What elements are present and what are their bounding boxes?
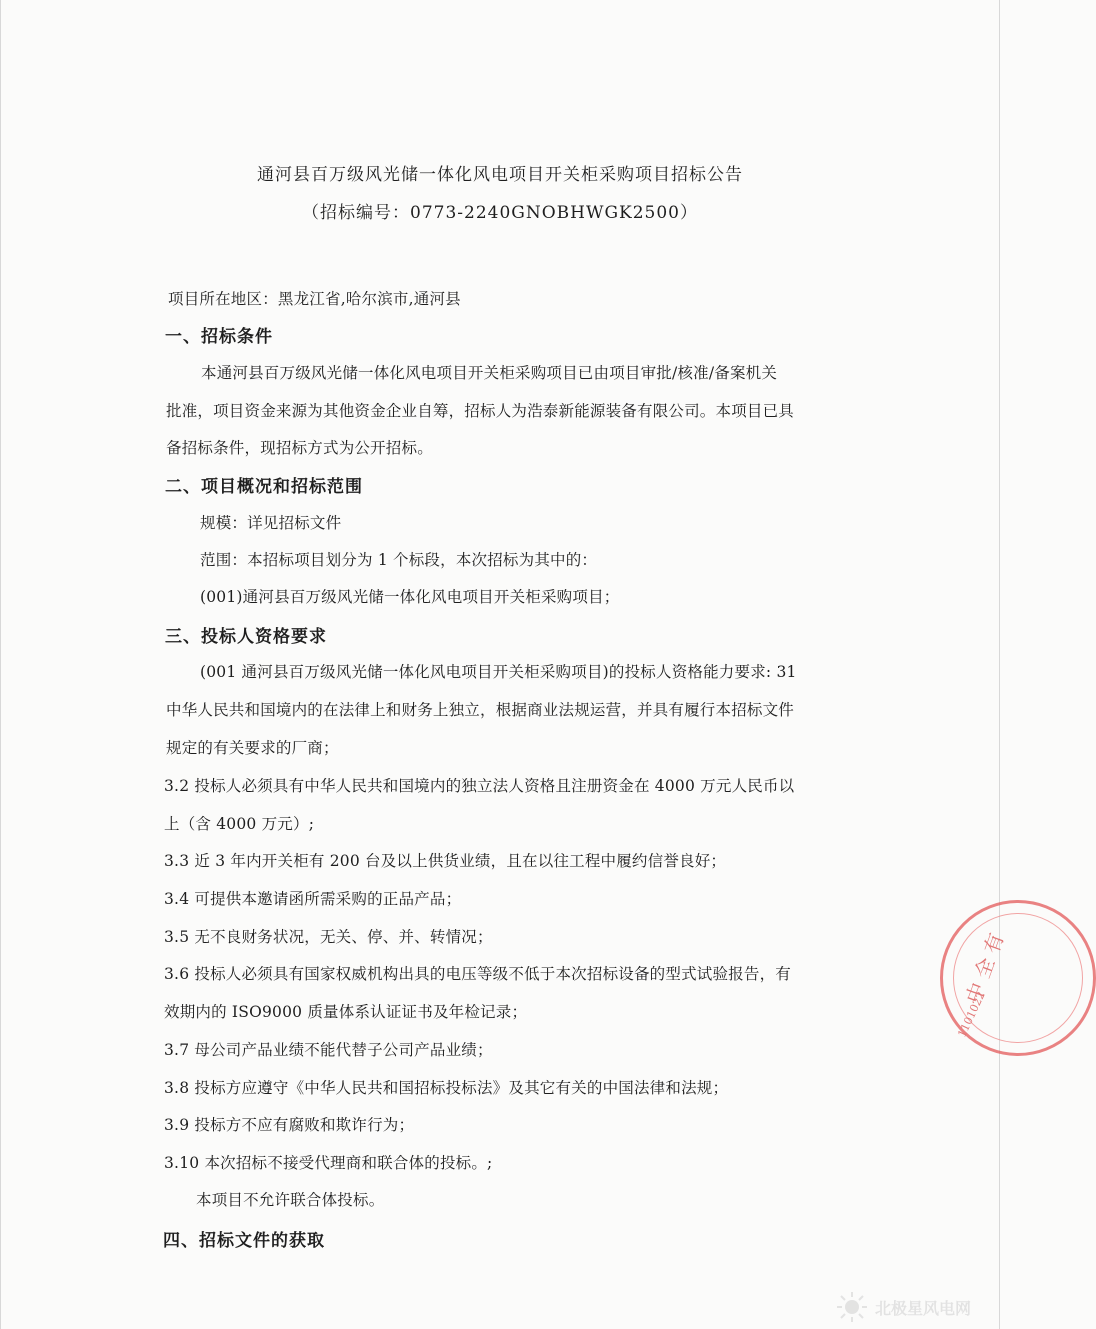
section-heading-3: 三、投标人资格要求 — [165, 627, 327, 647]
official-seal — [940, 900, 1096, 1056]
requirement-3-7: 3.7 母公司产品业绩不能代替子公司产品业绩； — [164, 1041, 493, 1059]
section-heading-2: 二、项目概况和招标范围 — [165, 477, 363, 497]
s2-lot: (001)通河县百万级风光储一体化风电项目开关柜采购项目； — [200, 588, 620, 606]
seal-text: 中 全 有 — [961, 929, 1009, 1007]
s1-paragraph-line-1: 本通河县百万级风光储一体化风电项目开关柜采购项目已由项目审批/核准/备案机关 — [201, 364, 778, 382]
requirement-3-2-line-2: 上（含 4000 万元）; — [164, 815, 315, 833]
requirement-3-6-line-2: 效期内的 ISO9000 质量体系认证证书及年检记录； — [164, 1003, 528, 1021]
s1-paragraph-line-3: 备招标条件，现招标方式为公开招标。 — [166, 439, 433, 457]
consortium-note: 本项目不允许联合体投标。 — [196, 1191, 385, 1209]
project-location: 项目所在地区：黑龙江省,哈尔滨市,通河县 — [168, 290, 461, 308]
requirement-3-6-line-1: 3.6 投标人必须具有国家权威机构出具的电压等级不低于本次招标设备的型式试验报告，有 — [164, 965, 791, 983]
s2-range: 范围：本招标项目划分为 1 个标段，本次招标为其中的： — [200, 551, 598, 569]
sun-logo-icon — [835, 1290, 869, 1324]
watermark-text: 北极星风电网 — [875, 1299, 972, 1318]
section-heading-4: 四、招标文件的获取 — [163, 1231, 325, 1251]
s3-paragraph-line-3: 规定的有关要求的厂商； — [166, 739, 339, 757]
tender-number: （招标编号：0773-2240GNOBHWGK2500） — [302, 203, 698, 223]
s3-paragraph-line-2: 中华人民共和国境内的在法律上和财务上独立，根据商业法规运营，并具有履行本招标文件 — [166, 701, 795, 719]
requirement-3-2-line-1: 3.2 投标人必须具有中华人民共和国境内的独立法人资格且注册资金在 4000 万元人民币以 — [164, 777, 795, 795]
requirement-3-3: 3.3 近 3 年内开关柜有 200 台及以上供货业绩，且在以往工程中履约信誉良好； — [164, 852, 727, 870]
document-title: 通河县百万级风光储一体化风电项目开关柜采购项目招标公告 — [257, 165, 743, 185]
site-watermark — [835, 1290, 985, 1324]
requirement-3-8: 3.8 投标方应遵守《中华人民共和国招标投标法》及其它有关的中国法律和法规； — [164, 1079, 729, 1097]
requirement-3-9: 3.9 投标方不应有腐败和欺诈行为； — [164, 1116, 415, 1134]
s3-paragraph-line-1: (001 通河县百万级风光储一体化风电项目开关柜采购项目)的投标人资格能力要求: 31 — [200, 663, 797, 681]
seal-number: 1101022 — [955, 989, 988, 1040]
requirement-3-5: 3.5 无不良财务状况，无关、停、并、转情况； — [164, 928, 493, 946]
s1-paragraph-line-2: 批准，项目资金来源为其他资金企业自筹，招标人为浩泰新能源装备有限公司。本项目已具 — [166, 402, 795, 420]
requirement-3-4: 3.4 可提供本邀请函所需采购的正品产品； — [164, 890, 462, 908]
s2-scale: 规模：详见招标文件 — [200, 514, 342, 532]
requirement-3-10: 3.10 本次招标不接受代理商和联合体的投标。; — [164, 1154, 493, 1172]
section-heading-1: 一、招标条件 — [165, 327, 273, 347]
